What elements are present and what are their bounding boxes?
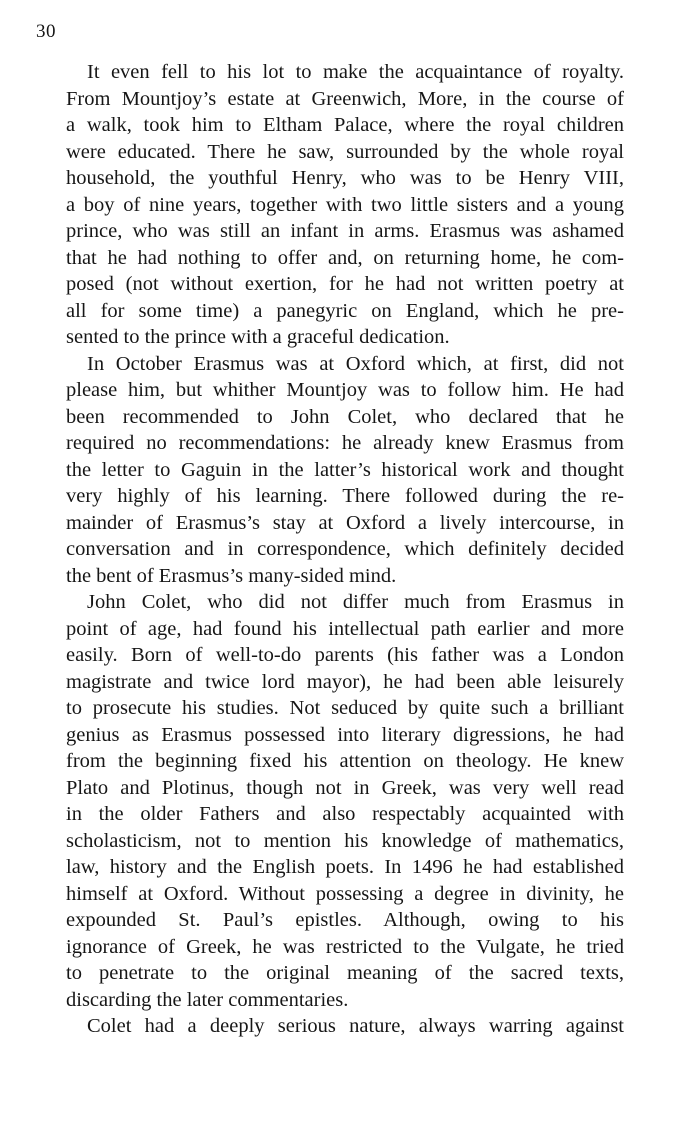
text-line: From Mountjoy’s estate at Greenwich, More, in the course of	[66, 87, 624, 110]
text-line: It even fell to his lot to make the acquaintance of royalty.	[87, 61, 624, 83]
text-line: sented to the prince with a graceful dedication.	[66, 326, 450, 348]
text-line: that he had nothing to offer and, on returning home, he com-	[66, 246, 624, 269]
text-line: the bent of Erasmus’s many-sided mind.	[66, 564, 397, 587]
text-line: mainder of Erasmus’s stay at Oxford a lively intercourse, in	[66, 511, 624, 534]
text-line: himself at Oxford. Without possessing a degree in divinity, he	[66, 882, 624, 905]
text-line: from the beginning fixed his attention on theology. He knew	[66, 750, 624, 772]
page-number: 30	[36, 21, 56, 42]
text-line: magistrate and twice lord mayor), he had been able leisurely	[66, 670, 624, 693]
text-line: a walk, took him to Eltham Palace, where the royal children	[66, 114, 624, 136]
body-text	[66, 59, 624, 1040]
text-line: discarding the later commentaries.	[66, 988, 349, 1011]
text-line: all for some time) a panegyric on England, which he pre-	[66, 299, 624, 322]
text-line: Colet had a deeply serious nature, always warring against	[87, 1015, 624, 1037]
text-line: In October Erasmus was at Oxford which, at first, did not	[87, 352, 624, 375]
text-line: ignorance of Greek, he was restricted to the Vulgate, he tried	[66, 935, 624, 958]
text-line: posed (not without exertion, for he had not written poetry at	[66, 273, 624, 295]
text-line: were educated. There he saw, surrounded by the whole royal	[66, 140, 624, 163]
text-line: to prosecute his studies. Not seduced by quite such a brilliant	[66, 697, 624, 719]
text-line: please him, but whither Mountjoy was to follow him. He had	[66, 379, 624, 401]
text-line: point of age, had found his intellectual path earlier and more	[66, 617, 624, 640]
text-line: household, the youthful Henry, who was to be Henry VIII,	[66, 167, 624, 189]
text-line: to penetrate to the original meaning of the sacred texts,	[66, 962, 624, 984]
text-line: required no recommendations: he already knew Erasmus from	[66, 432, 624, 454]
paragraph	[66, 1013, 624, 1040]
text-line: law, history and the English poets. In 1496 he had established	[66, 856, 624, 878]
text-line: in the older Fathers and also respectably acquainted with	[66, 803, 624, 825]
text-line: expounded St. Paul’s epistles. Although, owing to his	[66, 909, 624, 931]
paragraph	[66, 59, 624, 351]
text-line: Plato and Plotinus, though not in Greek, was very well read	[66, 776, 624, 799]
text-line: conversation and in correspondence, which definitely decided	[66, 538, 624, 560]
text-line: very highly of his learning. There followed during the re-	[66, 485, 624, 507]
text-line: genius as Erasmus possessed into literary digressions, he had	[66, 723, 624, 746]
text-line: easily. Born of well-to-do parents (his father was a London	[66, 644, 624, 666]
text-line: John Colet, who did not differ much from Erasmus in	[87, 591, 624, 613]
text-line: scholasticism, not to mention his knowledge of mathematics,	[66, 829, 624, 852]
paragraph	[66, 351, 624, 590]
text-line: the letter to Gaguin in the latter’s historical work and thought	[66, 458, 624, 481]
text-line: been recommended to John Colet, who declared that he	[66, 405, 624, 428]
text-line: prince, who was still an infant in arms. Erasmus was ashamed	[66, 220, 624, 242]
text-line: a boy of nine years, together with two little sisters and a young	[66, 193, 624, 216]
paragraph	[66, 589, 624, 1013]
